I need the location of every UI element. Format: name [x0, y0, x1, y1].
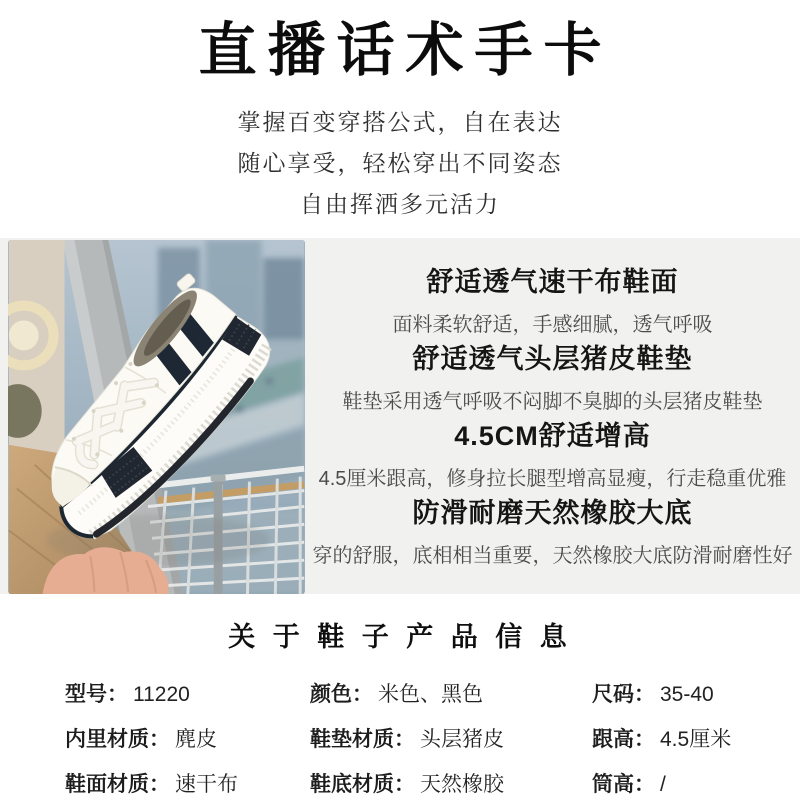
feature-desc: 面料柔软舒适，手感细腻，透气呼吸 — [392, 314, 713, 336]
spec-label: 型号： — [65, 683, 128, 706]
feature-list — [305, 238, 800, 594]
spec-value: 麂皮 — [175, 728, 217, 751]
product-info-section — [0, 594, 800, 798]
spec-label: 跟高： — [592, 728, 655, 751]
feature-title: 舒适透气头层猪皮鞋垫 — [412, 344, 693, 374]
product-photo — [8, 240, 305, 594]
spec-value: 天然橡胶 — [420, 773, 504, 796]
section-title: 关 于 鞋 子 产 品 信 息 — [228, 622, 572, 652]
hero-band — [0, 238, 800, 594]
subtitle-block — [0, 102, 800, 225]
spec-label: 筒高： — [592, 773, 655, 796]
spec-sole-material — [310, 768, 592, 798]
header — [0, 0, 800, 225]
spec-label: 鞋垫材质： — [310, 728, 415, 751]
feature-title: 防滑耐磨天然橡胶大底 — [412, 498, 693, 528]
spec-lining — [65, 723, 310, 753]
feature-title: 舒适透气速干布鞋面 — [426, 267, 679, 297]
feature-desc: 鞋垫采用透气呼吸不闷脚不臭脚的头层猪皮鞋垫 — [342, 391, 763, 413]
spec-label: 鞋底材质： — [310, 773, 415, 796]
feature-item-height — [305, 414, 800, 491]
spec-value: 11220 — [133, 683, 190, 706]
feature-desc: 4.5厘米跟高，修身拉长腿型增高显瘦，行走稳重优雅 — [318, 468, 787, 490]
spec-color — [310, 678, 592, 708]
spec-label: 内里材质： — [65, 728, 170, 751]
spec-value: 4.5厘米 — [660, 728, 732, 751]
spec-value: 米色、黑色 — [378, 683, 483, 706]
feature-title: 4.5CM舒适增高 — [454, 421, 651, 451]
subtitle-line-3: 自由挥洒多元活力 — [300, 191, 500, 217]
spec-model — [65, 678, 310, 708]
spec-shaft-height — [592, 768, 792, 798]
spec-upper-material — [65, 768, 310, 798]
spec-value: 头层猪皮 — [420, 728, 504, 751]
spec-value: / — [660, 773, 666, 796]
feature-item-upper — [305, 260, 800, 337]
shoe-photo-illustration — [8, 240, 305, 594]
page-title: 直播话术手卡 — [198, 18, 613, 83]
subtitle-line-1: 掌握百变穿搭公式，自在表达 — [237, 109, 563, 135]
feature-item-outsole — [305, 491, 800, 568]
spec-insole-material — [310, 723, 592, 753]
spec-value: 速干布 — [175, 773, 238, 796]
spec-size — [592, 678, 792, 708]
feature-desc: 穿的舒服，底相相当重要，天然橡胶大底防滑耐磨性好 — [312, 545, 793, 567]
spec-label: 颜色： — [310, 683, 373, 706]
spec-label: 尺码： — [592, 683, 655, 706]
spec-grid — [0, 678, 800, 798]
feature-item-insole — [305, 337, 800, 414]
spec-label: 鞋面材质： — [65, 773, 170, 796]
spec-value: 35-40 — [660, 683, 714, 706]
subtitle-line-2: 随心享受，轻松穿出不同姿态 — [237, 150, 563, 176]
spec-heel-height — [592, 723, 792, 753]
